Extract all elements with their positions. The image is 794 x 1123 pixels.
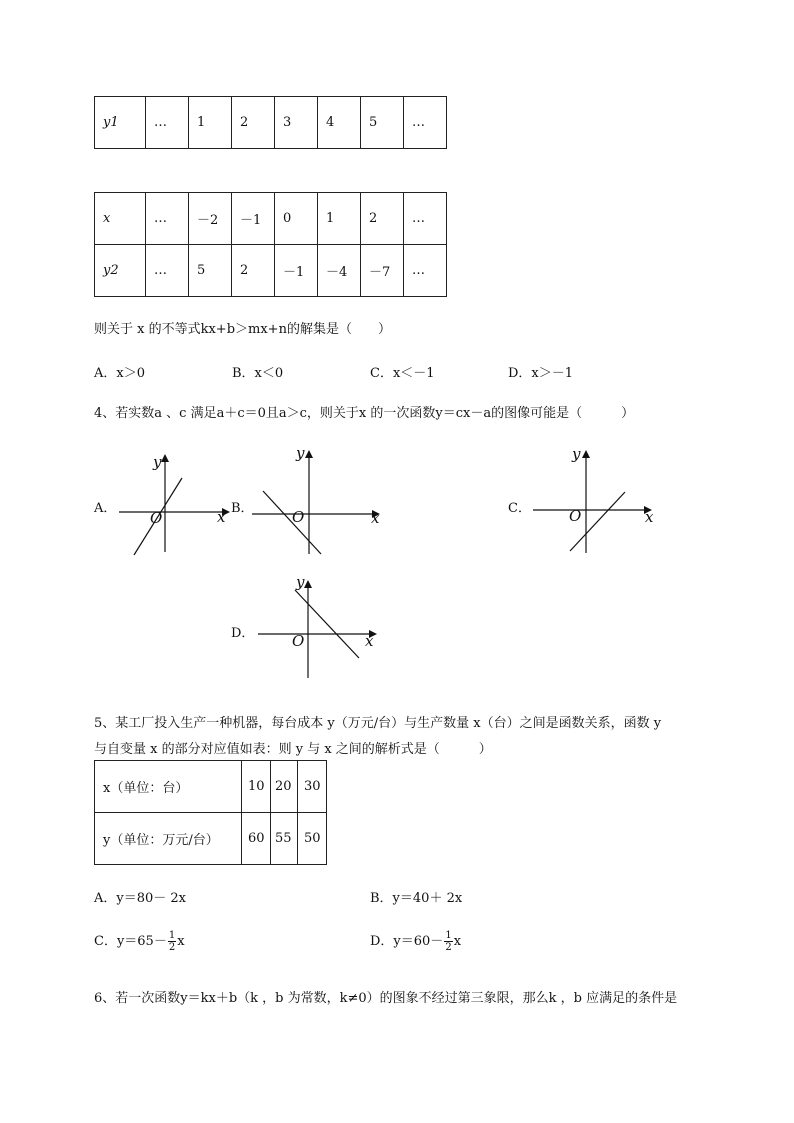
table-cell: 0 [275, 193, 318, 245]
origin-label: O [569, 507, 582, 525]
table-cell: … [146, 193, 189, 245]
table-cell: －2 [189, 193, 232, 245]
table-cell: －1 [275, 245, 318, 297]
axis-x-label: x [217, 508, 226, 526]
graph-c [530, 446, 660, 558]
y-axis-arrow [161, 454, 169, 462]
y-axis-arrow [582, 450, 590, 458]
q5-option-c-suffix: x [177, 934, 185, 949]
q4-option-a[interactable]: A． [94, 501, 117, 516]
table-y1-label: y1 [95, 97, 146, 149]
axis-x-label: x [365, 632, 374, 650]
y-axis-arrow [305, 450, 313, 458]
table-cell: 1 [318, 193, 361, 245]
origin-label: O [292, 508, 305, 526]
table-cell: … [146, 97, 189, 149]
axis-x-label: x [645, 508, 654, 526]
table-cell: … [404, 245, 447, 297]
q5-option-a[interactable]: A．y＝80－ 2x [94, 891, 187, 906]
table-cell: －7 [361, 245, 404, 297]
q5-table-row2-label: y（单位：万元/台） [95, 813, 242, 865]
table-x-y2 [94, 192, 447, 297]
table-cell: －1 [232, 193, 275, 245]
q5-option-c-prefix: C．y＝65－ [94, 934, 167, 949]
table-cell: 30 [298, 761, 327, 813]
graph-d [255, 574, 385, 680]
q5-option-c[interactable] [94, 930, 185, 953]
table-x-label: x [95, 193, 146, 245]
table-cell: 20 [271, 761, 298, 813]
axis-y-label: y [296, 573, 305, 591]
table-y1 [94, 96, 447, 149]
fraction-denominator: 2 [445, 942, 452, 953]
fraction-denominator: 2 [168, 942, 176, 953]
q5-option-d-suffix: x [453, 934, 462, 949]
table-cell: 2 [232, 97, 275, 149]
axis-x-label: x [371, 509, 380, 527]
table-cell: … [404, 193, 447, 245]
q4-option-d[interactable]: D． [231, 626, 255, 641]
q5-stem-line1: 5、某工厂投入生产一种机器，每台成本 y（万元/台）与生产数量 x（台）之间是函数关系，函数 y [94, 716, 662, 731]
table-cell: 5 [189, 245, 232, 297]
origin-label: O [150, 509, 163, 527]
q5-table [94, 760, 327, 865]
fraction [444, 930, 452, 953]
table-cell: 50 [298, 813, 327, 865]
q4-stem: 4、若实数a 、c 满足a＋c＝0且a＞c，则关于x 的一次函数y＝cx－a的图像可能是（ ） [94, 406, 635, 421]
q5-option-d[interactable] [370, 930, 461, 953]
table-cell: 3 [275, 97, 318, 149]
q3-option-c[interactable]: C．x＜－1 [370, 366, 435, 381]
table-cell: 2 [232, 245, 275, 297]
table-cell: 60 [242, 813, 271, 865]
table-cell: 2 [361, 193, 404, 245]
table-cell: 1 [189, 97, 232, 149]
fraction [168, 930, 176, 953]
q5-stem-line2: 与自变量 x 的部分对应值如表：则 y 与 x 之间的解析式是（ ） [94, 742, 492, 757]
fraction-numerator: 1 [445, 930, 452, 941]
function-line [295, 590, 359, 658]
q3-option-b[interactable]: B．x＜0 [232, 366, 284, 381]
table-cell: 4 [318, 97, 361, 149]
q3-stem: 则关于 x 的不等式kx+b＞mx+n的解集是（ ） [94, 322, 391, 337]
table-y2-label: y2 [95, 245, 146, 297]
q4-option-b[interactable]: B． [231, 501, 254, 516]
axis-y-label: y [572, 445, 581, 463]
table-cell: －4 [318, 245, 361, 297]
axis-y-label: y [153, 453, 162, 471]
graph-a [114, 452, 234, 562]
table-cell: … [146, 245, 189, 297]
q3-option-a[interactable]: A．x＞0 [94, 366, 145, 381]
graph-b [250, 446, 390, 560]
table-cell: 5 [361, 97, 404, 149]
q3-option-d[interactable]: D．x＞－1 [508, 366, 574, 381]
q5-option-b[interactable]: B．y＝40＋ 2x [370, 891, 463, 906]
q5-table-row1-label: x（单位：台） [95, 761, 242, 813]
q6-stem: 6、若一次函数y＝kx＋b（k ，b 为常数，k≠0）的图象不经过第三象限，那么k ，b 应满足的条件是 [94, 991, 678, 1006]
y-axis-arrow [304, 580, 312, 588]
table-cell: 55 [271, 813, 298, 865]
axis-y-label: y [296, 444, 305, 462]
q4-option-c[interactable]: C． [508, 501, 531, 516]
origin-label: O [292, 632, 305, 650]
fraction-numerator: 1 [168, 930, 176, 941]
table-cell: 10 [242, 761, 271, 813]
q5-option-d-prefix: D．y＝60－ [370, 934, 444, 949]
table-cell: … [404, 97, 447, 149]
